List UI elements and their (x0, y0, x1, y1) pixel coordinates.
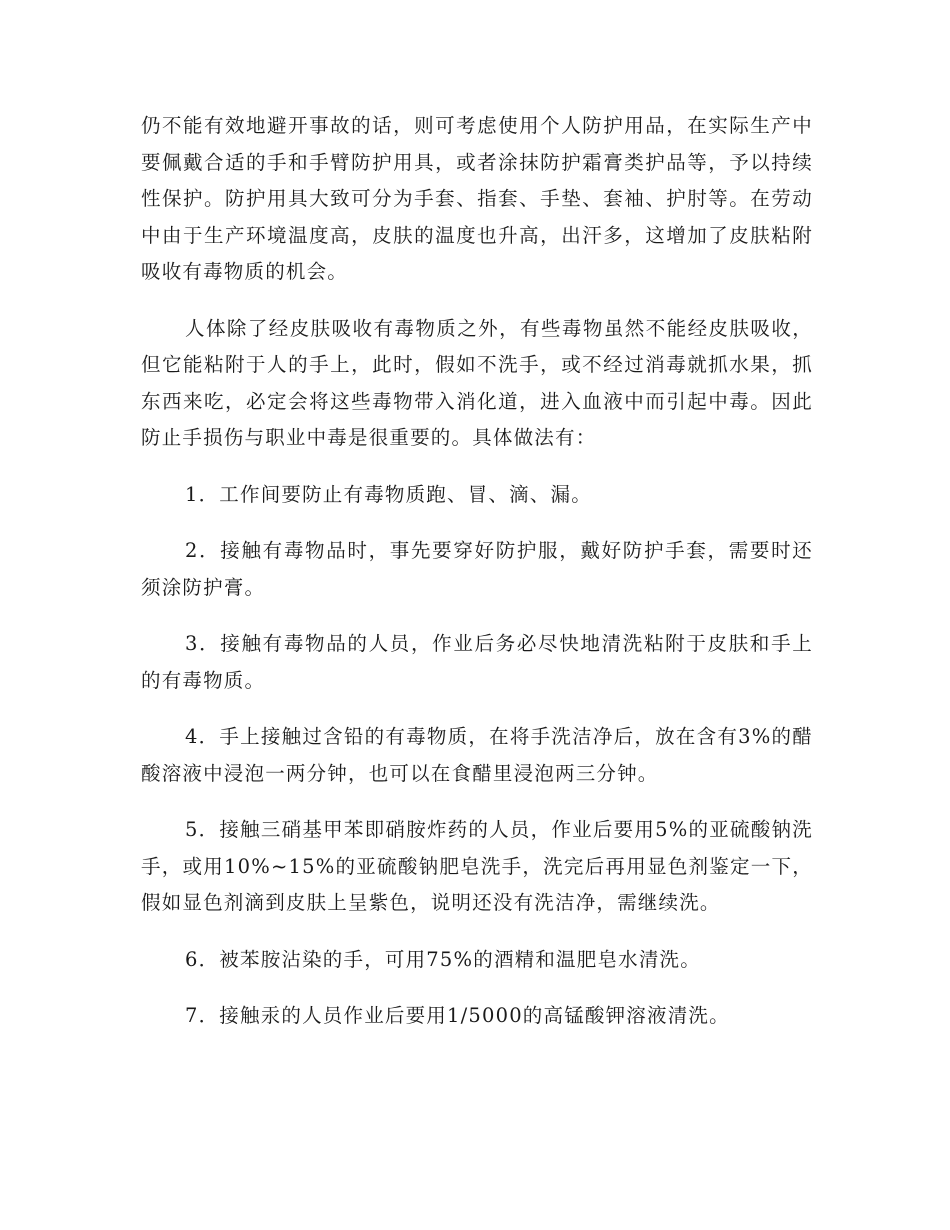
document-body (141, 108, 813, 1055)
list-item-2: 2．接触有毒物品时，事先要穿好防护服，戴好防护手套，需要时还须涂防护膏。 (141, 539, 813, 599)
list-item-6: 6．被苯胺沾染的手，可用75%的酒精和温肥皂水清洗。 (185, 947, 701, 971)
list-item-4: 4．手上接触过含铅的有毒物质，在将手洗洁净后，放在含有3%的醋酸溶液中浸泡一两分钟，也可以在食醋里浸泡两三分钟。 (141, 725, 813, 785)
list-item-7: 7．接触汞的人员作业后要用1/5000的高锰酸钾溶液清洗。 (185, 1004, 730, 1027)
list-item-3: 3．接触有毒物品的人员，作业后务必尽快地清洗粘附于皮肤和手上的有毒物质。 (141, 632, 813, 692)
list-item-1: 1．工作间要防止有毒物质跑、冒、滴、漏。 (185, 482, 592, 506)
paragraph-intro: 人体除了经皮肤吸收有毒物质之外，有些毒物虽然不能经皮肤吸收，但它能粘附于人的手上，此时，假如不洗手，或不经过消毒就抓水果，抓东西来吃，必定会将这些毒物带入消化道，进入血液中而引起中毒。因此防止手损伤与职业中毒是很重要的。具体做法有： (141, 316, 813, 449)
paragraph-continuation: 仍不能有效地避开事故的话，则可考虑使用个人防护用品，在实际生产中要佩戴合适的手和手臂防护用具，或者涂抹防护霜膏类护品等，予以持续性保护。防护用具大致可分为手套、指套、手垫、套袖、护肘等。在劳动中由于生产环境温度高，皮肤的温度也升高，出汗多，这增加了皮肤粘附吸收有毒物质的机会。 (141, 114, 813, 283)
list-item-5: 5．接触三硝基甲苯即硝胺炸药的人员，作业后要用5%的亚硫酸钠洗手，或用10%~15%的亚硫酸钠肥皂洗手，洗完后再用显色剂鉴定一下，假如显色剂滴到皮肤上呈紫色，说明还没有洗洁净，需继续洗。 (141, 818, 813, 914)
